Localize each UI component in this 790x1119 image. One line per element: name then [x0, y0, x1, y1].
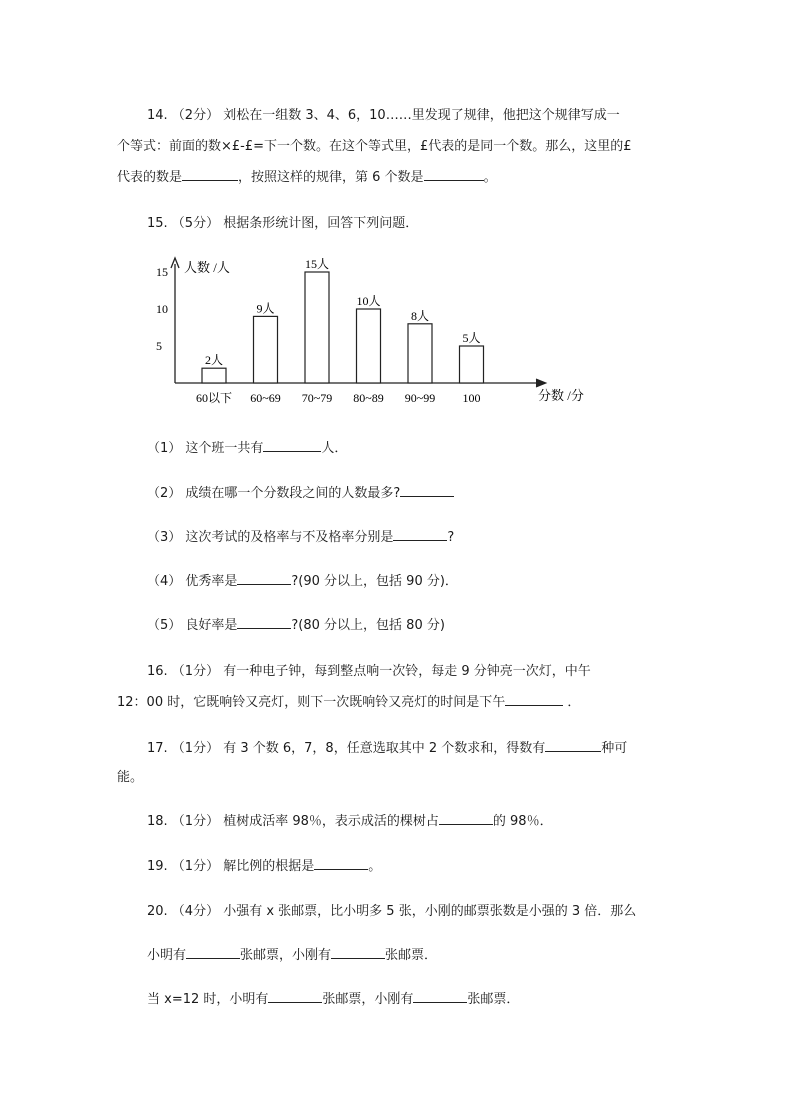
q15-blank-2[interactable]	[400, 484, 454, 497]
q15-sub1-text-a: （1） 这个班一共有	[147, 441, 264, 456]
q14-line2: 个等式：前面的数×£-£=下一个数。在这个等式里，£代表的是同一个数。那么，这里的£	[117, 139, 632, 154]
y-tick-label: 15	[156, 265, 168, 279]
x-tick-label: 100	[462, 391, 481, 405]
q14-blank-1[interactable]	[182, 168, 238, 181]
bar-data-label: 15人	[304, 257, 330, 271]
q18-text-a: 18. （1分） 植树成活率 98％，表示成活的棵树占	[147, 814, 439, 829]
x-tick-label: 90~99	[404, 391, 436, 405]
q19-text-b: 。	[368, 859, 382, 874]
q20-line2-text-a: 小明有	[147, 948, 187, 963]
q18-line	[147, 810, 553, 829]
y-tick-label: 5	[156, 339, 162, 353]
q17-line1	[147, 737, 627, 756]
bar	[202, 368, 226, 383]
q14-blank-2[interactable]	[424, 168, 484, 181]
q15-blank-4[interactable]	[237, 572, 291, 585]
q17-text-a: 17. （1分） 有 3 个数 6，7，8，任意选取其中 2 个数求和，得数有	[147, 741, 546, 756]
y-axis-label: 人数 /人	[184, 260, 230, 275]
q15-sub4	[147, 570, 458, 589]
q20-blank-4[interactable]	[413, 990, 467, 1003]
x-tick-label: 80~89	[353, 391, 384, 405]
q15-sub5-text-a: （5） 良好率是	[147, 618, 238, 633]
bar-data-label: 9人	[256, 301, 275, 316]
q20-blank-2[interactable]	[331, 946, 385, 959]
bar-chart	[150, 250, 610, 410]
q15-sub3-text-a: （3） 这次考试的及格率与不及格率分别是	[147, 530, 394, 545]
q15-sub3-text-b: ?	[447, 530, 455, 545]
q15-sub2	[147, 482, 454, 501]
q16-line2	[117, 691, 580, 710]
q15-blank-1[interactable]	[263, 439, 321, 452]
q15-blank-5[interactable]	[237, 616, 291, 629]
q17-line2: 能。	[117, 770, 144, 785]
bar	[305, 272, 329, 383]
q20-line3-text-a: 当 x=12 时，小明有	[147, 992, 269, 1007]
q20-line3-text-b: 张邮票，小刚有	[322, 992, 414, 1007]
x-tick-label: 60以下	[195, 391, 233, 405]
q14-text-c: 。	[483, 170, 497, 185]
bar-data-label: 2人	[204, 353, 224, 368]
q19-text-a: 19. （1分） 解比例的根据是	[147, 859, 315, 874]
q16-text-b: ．	[563, 695, 581, 710]
q20-line1: 20. （4分） 小强有 x 张邮票，比小明多 5 张，小刚的邮票张数是小强的 3 倍．那么	[147, 904, 637, 919]
q15-sub5	[147, 614, 445, 633]
q16-blank[interactable]	[505, 693, 563, 706]
q19-blank[interactable]	[314, 857, 368, 870]
q20-line3	[147, 988, 519, 1007]
q14-line3	[117, 166, 497, 185]
q14-line1: 14. （2分） 刘松在一组数 3、4、6，10……里发现了规律，他把这个规律写成一	[147, 108, 620, 123]
q20-line2-text-b: 张邮票，小刚有	[240, 948, 332, 963]
q19-line	[147, 855, 381, 874]
x-tick-label: 70~79	[301, 391, 333, 405]
q15-sub4-text-a: （4） 优秀率是	[147, 574, 238, 589]
bar	[460, 346, 484, 383]
x-axis-label: 分数 /分	[538, 388, 584, 403]
x-axis-arrow	[536, 379, 546, 387]
q20-line2-text-c: 张邮票．	[385, 948, 438, 963]
q15-sub3	[147, 526, 454, 545]
bar	[408, 324, 432, 383]
q17-text-b: 种可	[601, 741, 628, 756]
q15-sub1-text-b: 人．	[321, 441, 348, 456]
q20-blank-3[interactable]	[268, 990, 322, 1003]
bar	[357, 309, 381, 383]
bar-data-label: 8人	[410, 308, 430, 323]
q15-sub2-text: （2） 成绩在哪一个分数段之间的人数最多?	[147, 486, 401, 501]
q16-line1: 16. （1分） 有一种电子钟，每到整点响一次铃，每走 9 分钟亮一次灯，中午	[147, 664, 591, 679]
bar	[254, 316, 278, 383]
bar-data-label: 5人	[462, 331, 481, 345]
q15-sub5-text-b: ?(80 分以上，包括 80 分)	[291, 618, 445, 633]
q15-blank-3[interactable]	[393, 528, 447, 541]
q18-blank[interactable]	[439, 812, 493, 825]
q14-text-a: 代表的数是	[117, 170, 183, 185]
q20-line3-text-c: 张邮票．	[467, 992, 520, 1007]
q14-text-b: ，按照这样的规律，第 6 个数是	[238, 170, 424, 185]
q20-line2	[147, 944, 437, 963]
y-tick-label: 10	[156, 302, 168, 316]
q15-sub4-text-b: ?(90 分以上，包括 90 分)．	[291, 574, 458, 589]
q20-blank-1[interactable]	[186, 946, 240, 959]
x-tick-label: 60~69	[250, 391, 281, 405]
bar-data-label: 10人	[356, 294, 381, 308]
q15-sub1	[147, 437, 347, 456]
q18-text-b: 的 98％．	[492, 814, 553, 829]
q15-title: 15. （5分） 根据条形统计图，回答下列问题．	[147, 216, 419, 231]
q16-text-a: 12：00 时，它既响铃又亮灯，则下一次既响铃又亮灯的时间是下午	[117, 695, 506, 710]
q17-blank[interactable]	[545, 739, 601, 752]
